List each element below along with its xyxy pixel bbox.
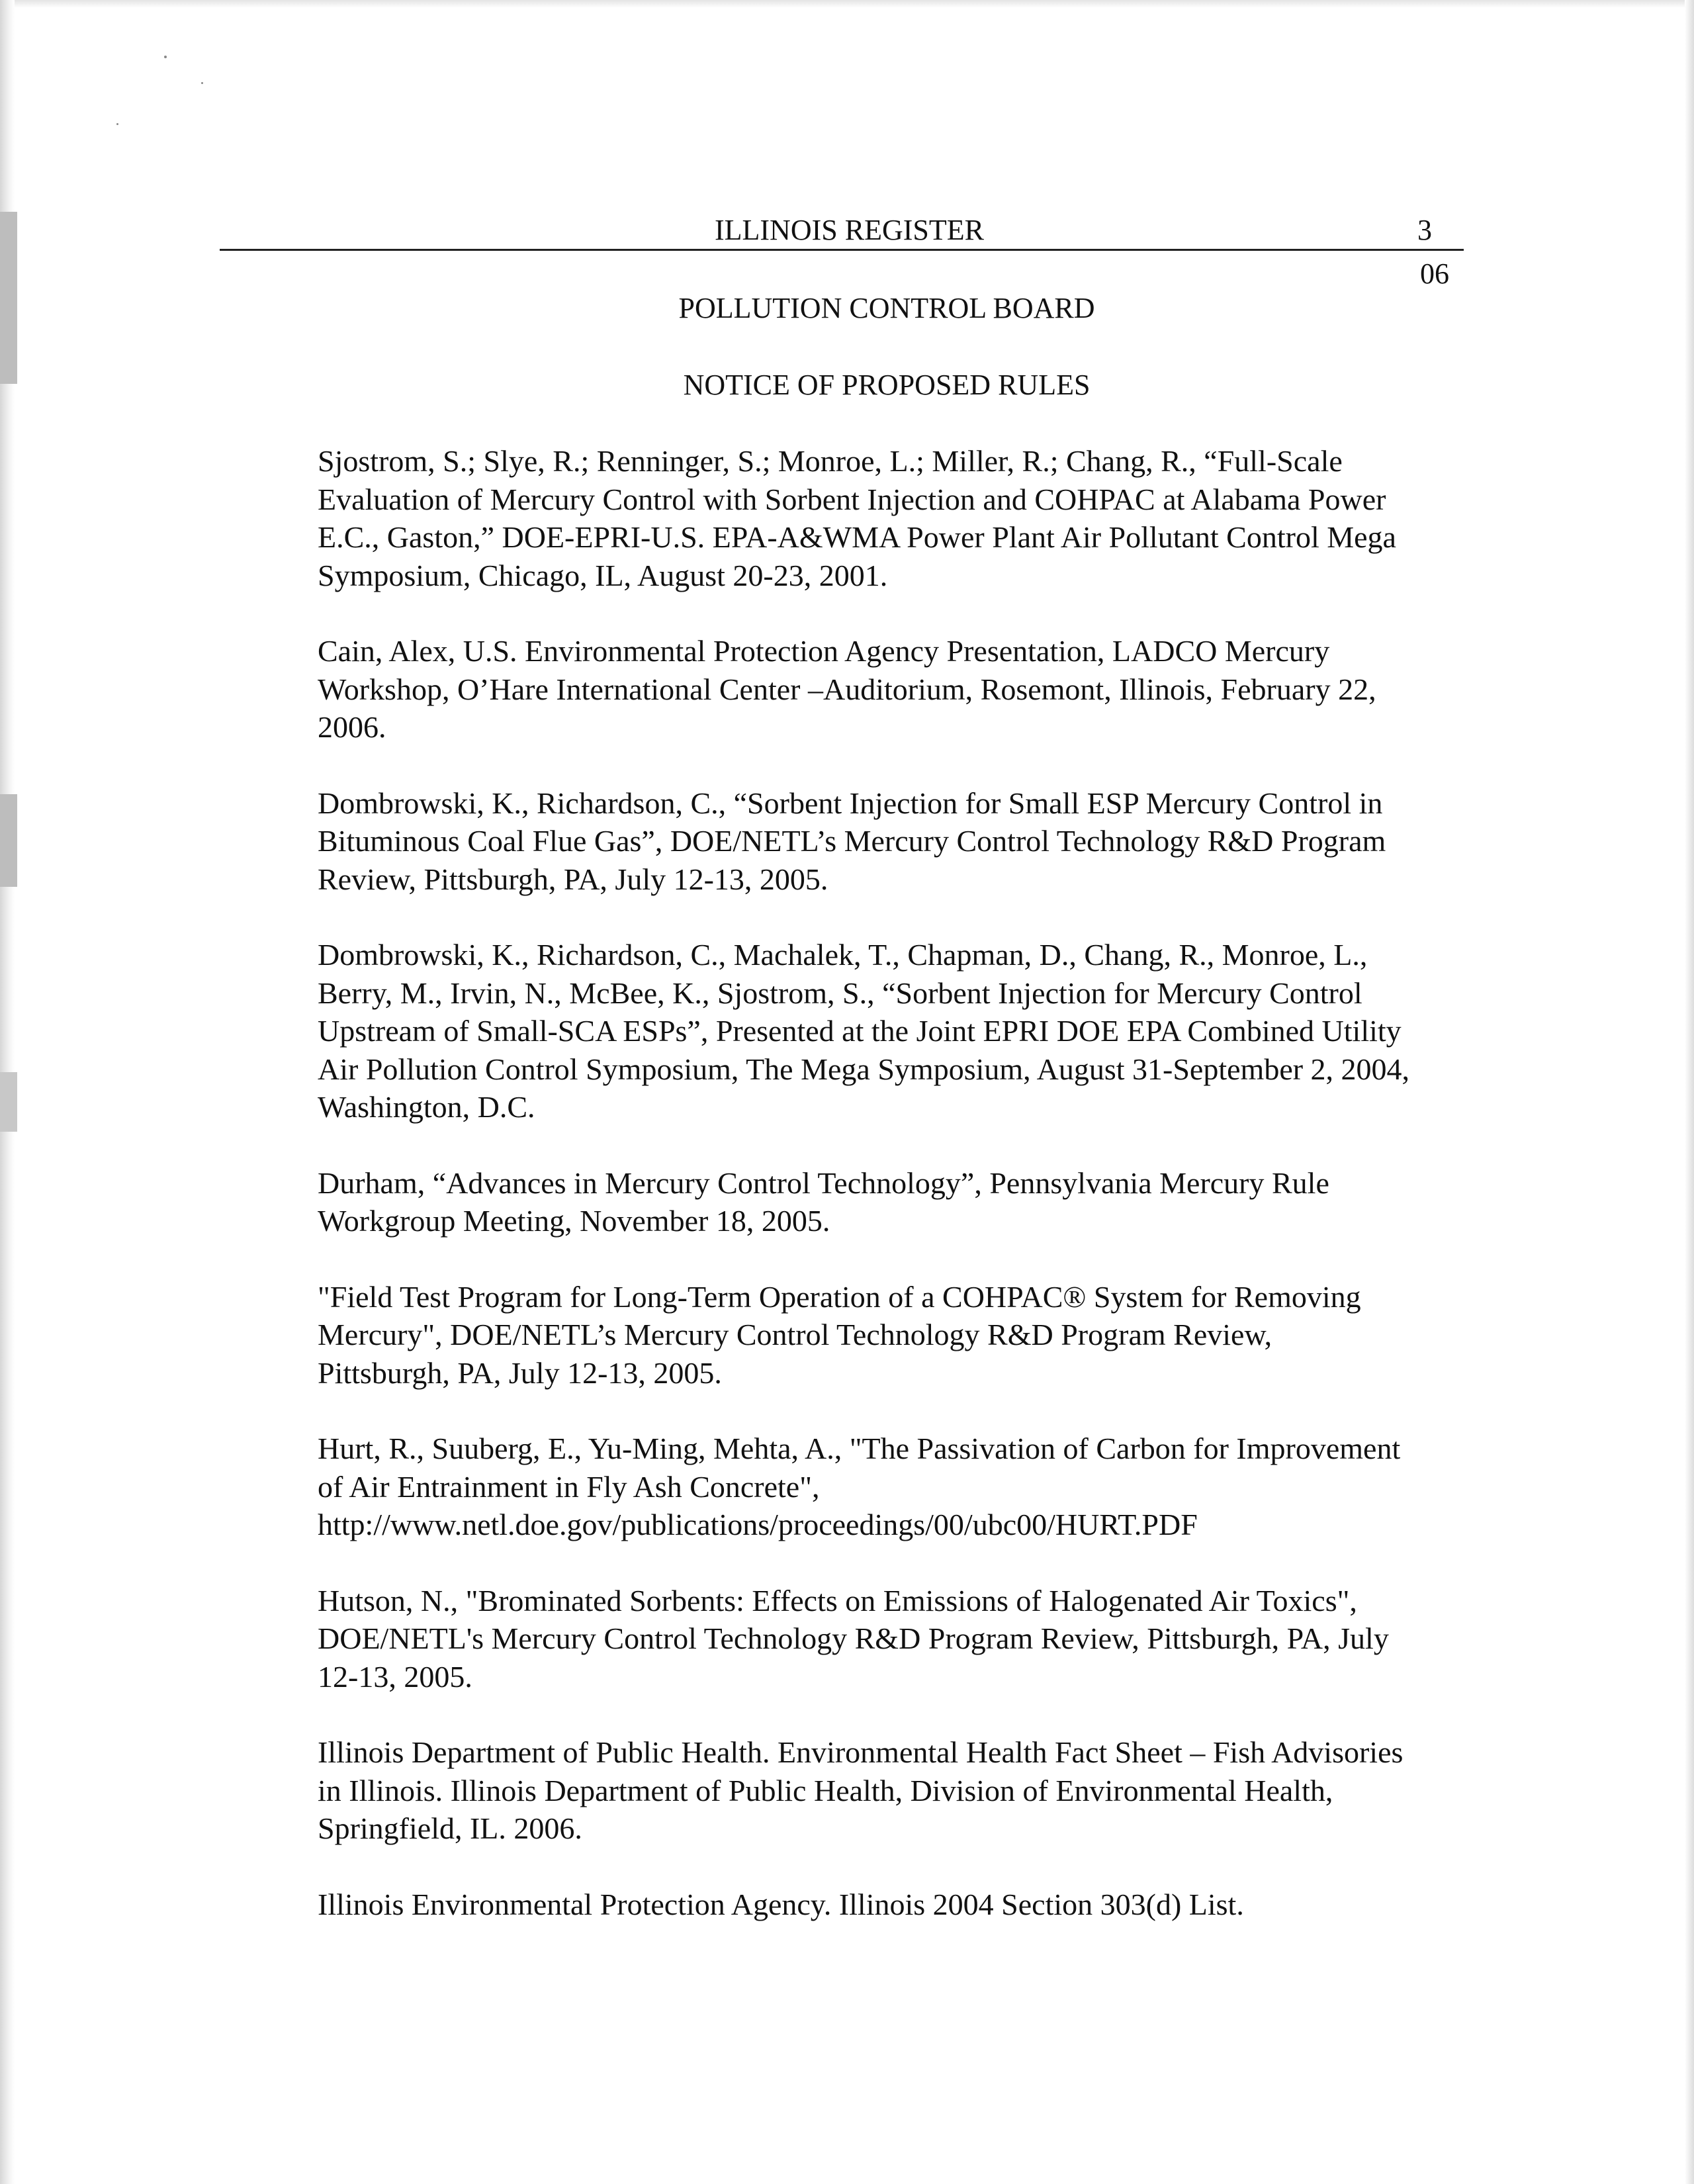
reference-entry: Dombrowski, K., Richardson, C., “Sorbent Injection for Small ESP Mercury Control in Bituminous Coal Flue Gas”, DOE/NETL’s Mercury Control Technology R&D Program Review, Pittsburgh, PA, July 12-13, 2005. (318, 786, 1386, 896)
page-number-suffix: 06 (1420, 257, 1449, 290)
reference-entry: Illinois Environmental Protection Agency. Illinois 2004 Section 303(d) List. (318, 1887, 1244, 1921)
scan-speck (116, 123, 118, 125)
scan-edge-right (1685, 0, 1694, 2184)
reference-entry: Dombrowski, K., Richardson, C., Machalek, T., Chapman, D., Chang, R., Monroe, L., Berry, M., Irvin, N., McBee, K., Sjostrom, S., “Sorbent Injection for Mercury Control Upstream of Small-SCA ESPs”, Presented at the Joint EPRI DOE EPA Combined Utility Air Pollution Control Symposium, The Mega Symposium, August 31-September 2, 2004, Washington, D.C. (318, 938, 1410, 1124)
scan-shadow-band (0, 794, 17, 887)
page-number: 3 (1417, 214, 1432, 246)
reference-entry: Cain, Alex, U.S. Environmental Protection Agency Presentation, LADCO Mercury Workshop, O’Hare International Center –Auditorium, Rosemont, Illinois, February 22, 2006. (318, 634, 1376, 744)
header-rule (220, 249, 1464, 251)
scan-shadow-band (0, 1072, 17, 1132)
reference-entry: Durham, “Advances in Mercury Control Technology”, Pennsylvania Mercury Rule Workgroup Meeting, November 18, 2005. (318, 1165, 1329, 1238)
register-title: ILLINOIS REGISTER (715, 214, 984, 246)
reference-entry: Illinois Department of Public Health. Environmental Health Fact Sheet – Fish Advisories in Illinois. Illinois Department of Public Health, Division of Environmental Health, Springfield, IL. 2006. (318, 1735, 1404, 1845)
reference-entry: Hutson, N., "Brominated Sorbents: Effects on Emissions of Halogenated Air Toxics", DOE/NETL's Mercury Control Technology R&D Program Review, Pittsburgh, PA, July 12-13, 2005. (318, 1583, 1389, 1694)
scan-edge-top (0, 0, 1694, 8)
scan-speck (164, 56, 167, 58)
reference-entry: "Field Test Program for Long-Term Operation of a COHPAC® System for Removing Mercury", DOE/NETL’s Mercury Control Technology R&D Program Review, Pittsburgh, PA, July 12-13, 2005. (318, 1279, 1361, 1390)
reference-entry: Hurt, R., Suuberg, E., Yu-Ming, Mehta, A., "The Passivation of Carbon for Improvement of Air Entrainment in Fly Ash Concrete", http://www.netl.doe.gov/publications/proceedings/00/ubc00/HURT.PDF (318, 1432, 1401, 1541)
agency-heading: POLLUTION CONTROL BOARD (678, 292, 1095, 324)
reference-entry: Sjostrom, S.; Slye, R.; Renninger, S.; Monroe, L.; Miller, R.; Chang, R., “Full-Scale Evaluation of Mercury Control with Sorbent Injection and COHPAC at Alabama Power E.C., Gaston,” DOE-EPRI-U.S. EPA-A&WMA Power Plant Air Pollutant Control Mega Symposium, Chicago, IL, August 20-23, 2001. (318, 444, 1396, 592)
notice-heading: NOTICE OF PROPOSED RULES (683, 369, 1091, 401)
reference-list (318, 442, 1515, 1961)
scan-speck (201, 82, 203, 84)
